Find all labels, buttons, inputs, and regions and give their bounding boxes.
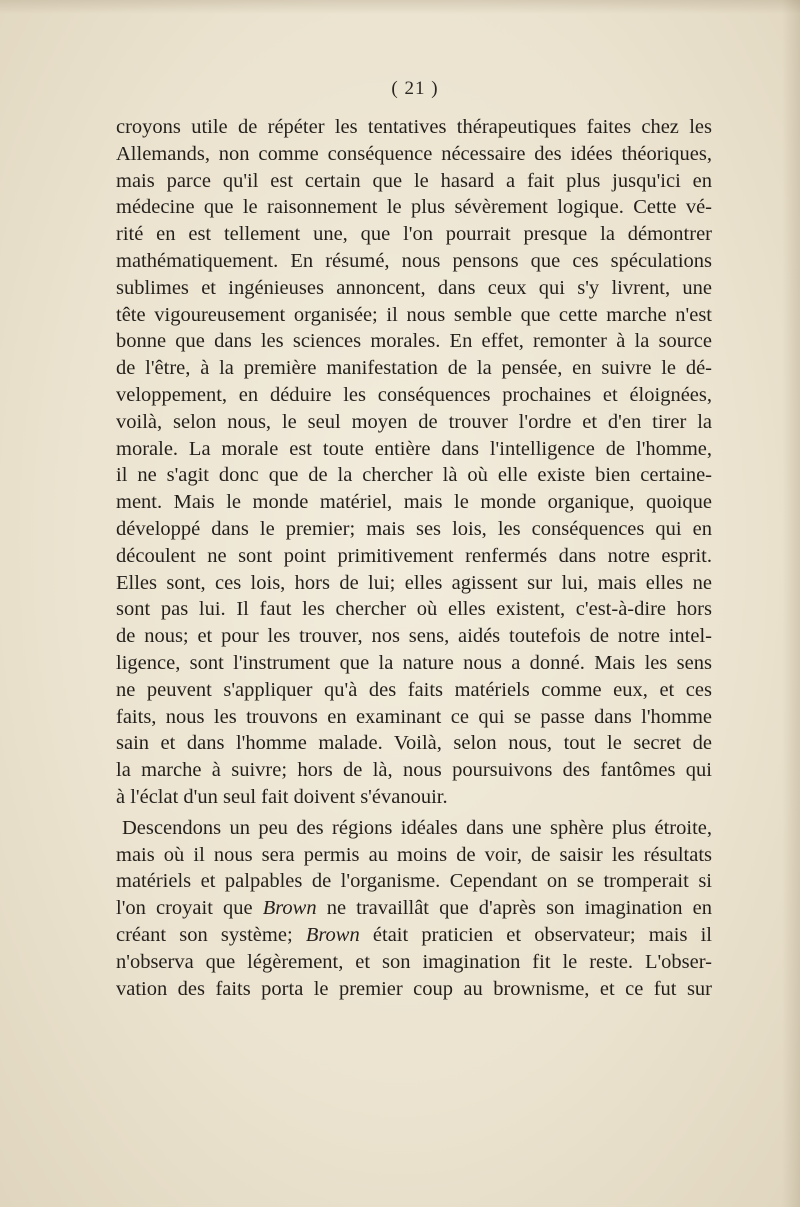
text-line: mais parce qu'il est certain que le hasard a fait plus jusqu'ici en [116, 169, 712, 192]
page-top-shadow [0, 0, 800, 14]
text-line: n'observa que légèrement, et son imagination fit le reste. L'obser- [116, 950, 712, 973]
text-line: matériels et palpables de l'organisme. Cependant on se tromperait si [116, 870, 712, 893]
text-line: sublimes et ingénieuses annoncent, dans ceux qui s'y livrent, une [116, 276, 712, 299]
text-line: de nous; et pour les trouver, nos sens, aidés toutefois de notre intel- [116, 625, 712, 648]
text-line: développé dans le premier; mais ses lois, les conséquences qui en [116, 517, 712, 540]
text-line: rité en est tellement une, que l'on pourrait presque la démontrer [116, 223, 712, 246]
text-line: faits, nous les trouvons en examinant ce qui se passe dans l'homme [116, 705, 712, 728]
text-line: créant son système; Brown était praticien et observateur; mais il [116, 923, 712, 946]
page-number: ( 21 ) [391, 78, 439, 99]
text-line: il ne s'agit donc que de la chercher là où elle existe bien certaine- [116, 464, 712, 487]
text-line: ment. Mais le monde matériel, mais le monde organique, quoique [116, 491, 712, 514]
text-line: l'on croyait que Brown ne travaillât que d'après son imagination en [116, 897, 713, 920]
text-line: la marche à suivre; hors de là, nous poursuivons des fantômes qui [116, 759, 712, 782]
text-line: bonne que dans les sciences morales. En effet, remonter à la source [116, 330, 712, 353]
page-edge-shadow [782, 0, 800, 1207]
text-line: mathématiquement. En résumé, nous pensons que ces spéculations [116, 249, 712, 272]
text-line: croyons utile de répéter les tentatives thérapeutiques faites chez les [116, 116, 712, 138]
text-line: morale. La morale est toute entière dans l'intelligence de l'homme, [116, 437, 712, 460]
italic-name: Brown [262, 897, 317, 920]
text-line: ne peuvent s'appliquer qu'à des faits matériels comme eux, et ces [116, 678, 712, 701]
text-line: mais où il nous sera permis au moins de voir, de saisir les résultats [116, 843, 712, 866]
text-line: voilà, selon nous, le seul moyen de trouver l'ordre et d'en tirer la [116, 410, 712, 433]
text-line: de l'être, à la première manifestation de la pensée, en suivre le dé- [116, 357, 712, 380]
text-line: sont pas lui. Il faut les chercher où elles existent, c'est-à-dire hors [116, 598, 712, 621]
paragraph-1 [116, 114, 712, 811]
text-line: vation des faits porta le premier coup au brownisme, et ce fut sur [116, 977, 712, 1000]
text-line: tête vigoureusement organisée; il nous semble que cette marche n'est [116, 303, 712, 326]
text-line: à l'éclat d'un seul fait doivent s'évanouir. [116, 785, 448, 808]
text-line: Allemands, non comme conséquence nécessaire des idées théoriques, [116, 142, 712, 165]
italic-name: Brown [305, 923, 360, 946]
text-line: découlent ne sont point primitivement renfermés dans notre esprit. [116, 544, 712, 567]
paragraph-2 [116, 815, 712, 1003]
text-line: Descendons un peu des régions idéales dans une sphère plus étroite, [122, 816, 712, 839]
text-line: médecine que le raisonnement le plus sévèrement logique. Cette vé- [116, 196, 712, 219]
text-line: veloppement, en déduire les conséquences prochaines et éloignées, [116, 383, 712, 406]
body-text [116, 114, 712, 1002]
text-line: ligence, sont l'instrument que la nature nous a donné. Mais les sens [116, 651, 712, 674]
text-line: sain et dans l'homme malade. Voilà, selon nous, tout le secret de [116, 732, 712, 755]
text-line: Elles sont, ces lois, hors de lui; elles agissent sur lui, mais elles ne [116, 571, 712, 594]
